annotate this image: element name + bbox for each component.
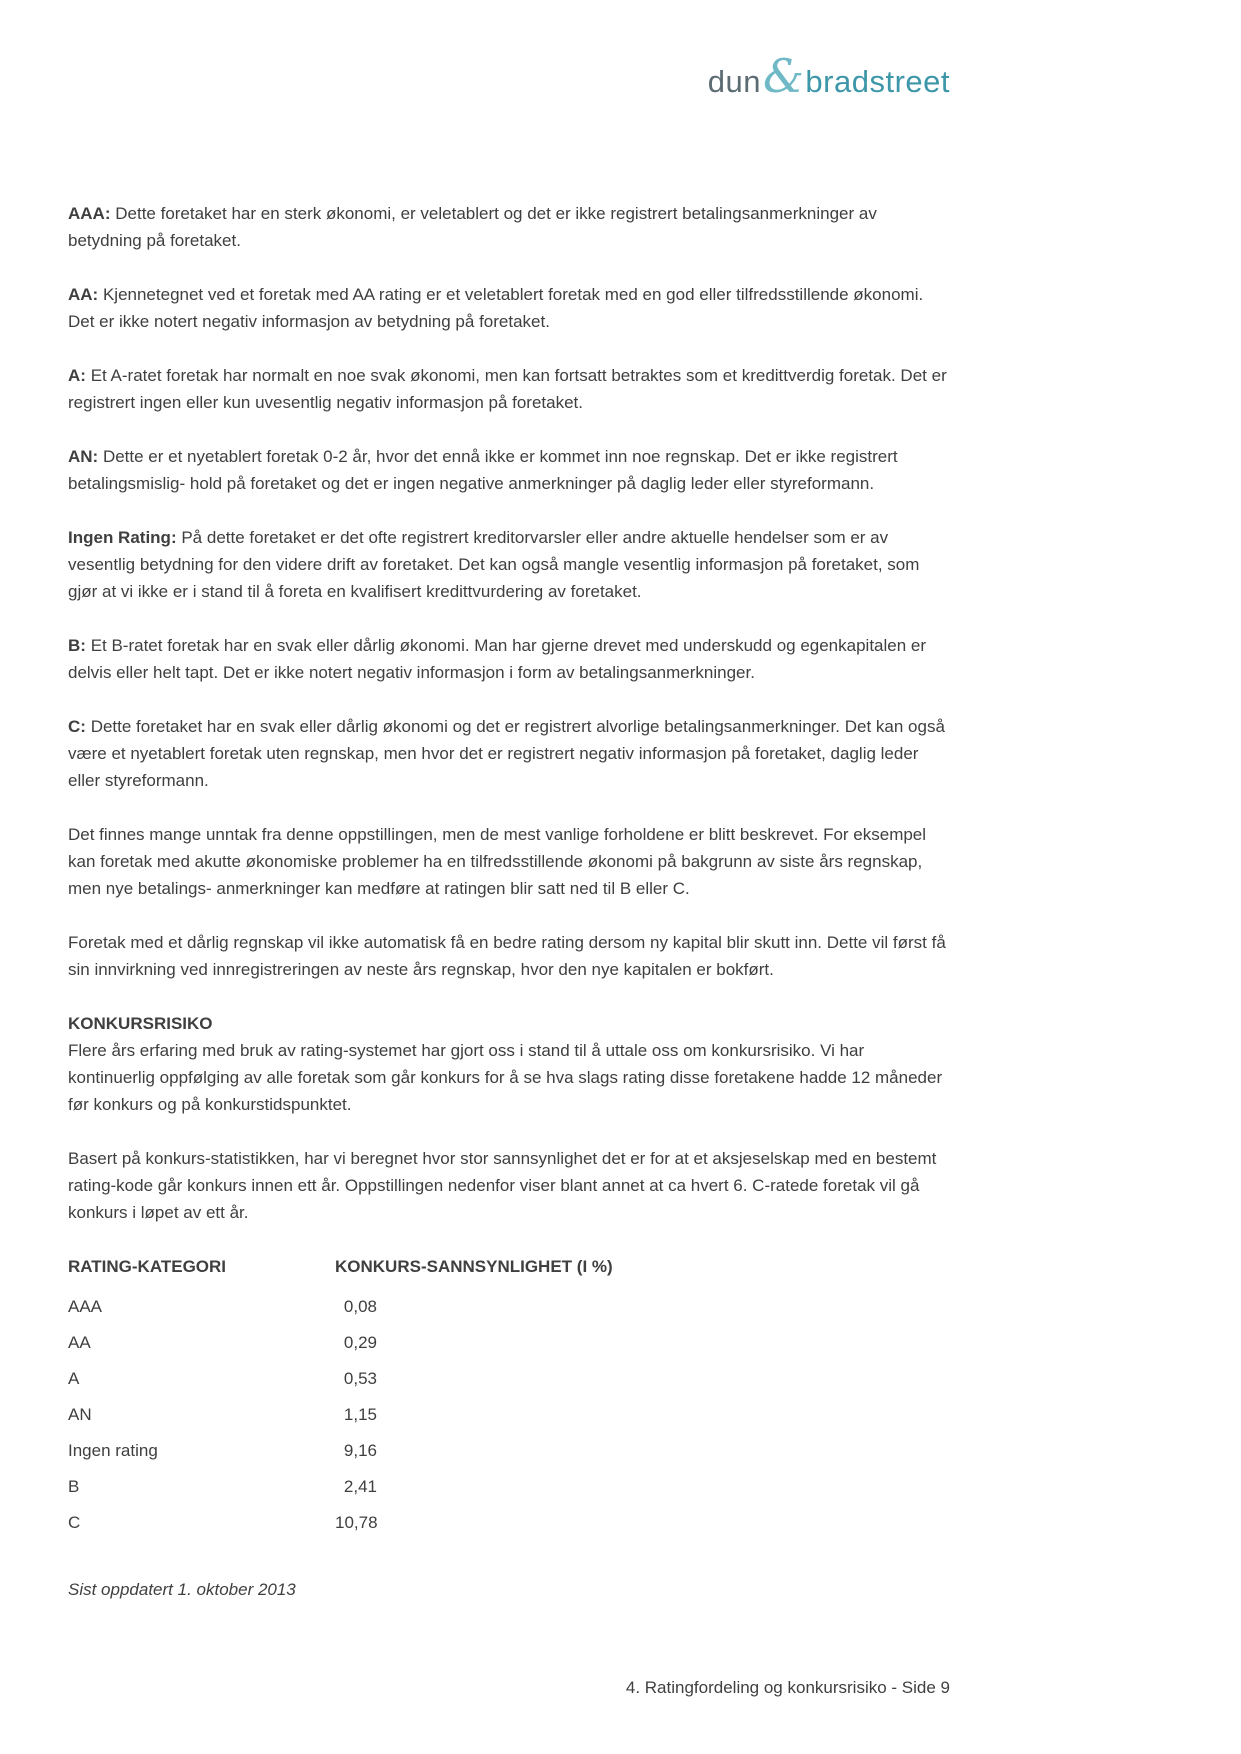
dun-and-bradstreet-logo: dun & bradstreet	[707, 49, 950, 103]
rating-label: B:	[68, 636, 86, 655]
rating-category-cell: AAA	[68, 1296, 103, 1316]
rating-category-cell: AA	[68, 1332, 91, 1352]
table-row	[68, 1468, 613, 1504]
rating-definition-b	[68, 632, 953, 686]
rating-category-cell: A	[68, 1368, 80, 1388]
rating-label: C:	[68, 717, 86, 736]
probability-value: 0,08	[343, 1296, 377, 1316]
probability-cell	[335, 1288, 613, 1324]
table-row	[68, 1504, 613, 1540]
probability-cell	[335, 1504, 613, 1540]
probability-value: 0,53	[343, 1368, 377, 1388]
rating-text: Kjennetegnet ved et foretak med AA rating er et veletablert foretak med en god eller tilfredsstillende økonomi. Det er ikke notert negativ informasjon av betydning på foretaket.	[68, 285, 924, 331]
section-heading-konkursrisiko: KONKURSRISIKO	[68, 1014, 213, 1033]
table-header-row	[68, 1253, 613, 1288]
table-row	[68, 1396, 613, 1432]
rating-text: Dette foretaket har en svak eller dårlig økonomi og det er registrert alvorlige betalingsanmerkninger. Det kan også være et nyetablert foretak uten regnskap, men hvor det er registrert negativ informasjon på foretaket, daglig leder eller styreformann.	[68, 717, 945, 790]
probability-cell	[335, 1468, 613, 1504]
rating-text: Dette er et nyetablert foretak 0-2 år, hvor det ennå ikke er kommet inn noe regnskap. Det er ikke registrert betalingsmislig- hold på foretaket og det er ingen negative anmerkninger på daglig leder eller styreformann.	[68, 447, 898, 493]
rating-text: På dette foretaket er det ofte registrert kreditorvarsler eller andre aktuelle hendelser som er av vesentlig betydning for den videre drift av foretaket. Det kan også mangle vesentlig informasjon på foretaket, som gjør at vi ikke er i stand til å foreta en kvalifisert kredittvurdering av foretaket.	[68, 528, 920, 601]
rating-text: Et A-ratet foretak har normalt en noe svak økonomi, men kan fortsatt betraktes som et kredittverdig foretak. Det er registrert ingen eller kun uvesentlig negativ informasjon på foretaket.	[68, 366, 947, 412]
last-updated-note: Sist oppdatert 1. oktober 2013	[68, 1580, 296, 1599]
rating-definition-aaa	[68, 200, 953, 254]
rating-label: AAA:	[68, 204, 111, 223]
rating-text: Dette foretaket har en sterk økonomi, er veletablert og det er ikke registrert betalingsanmerkninger av betydning på foretaket.	[68, 204, 877, 250]
rating-label: Ingen Rating:	[68, 528, 177, 547]
rating-label: AA:	[68, 285, 99, 304]
rating-category-cell: B	[68, 1476, 80, 1496]
konkursrisiko-paragraph-2: Basert på konkurs-statistikken, har vi beregnet hvor stor sannsynlighet det er for at et aksjeselskap med en bestemt rating-kode går konkurs innen ett år. Oppstillingen nedenfor viser blant annet at ca hvert 6. C-ratede foretak vil gå konkurs i løpet av ett år.	[68, 1149, 937, 1222]
exceptions-paragraph: Det finnes mange unntak fra denne oppstillingen, men de mest vanlige forholdene er blitt beskrevet. For eksempel kan foretak med akutte økonomiske problemer ha en tilfredsstillende økonomi på bakgrunn av siste års regnskap, men nye betalings- anmerkninger kan medføre at ratingen blir satt ned til B eller C.	[68, 825, 927, 898]
probability-value: 9,16	[343, 1440, 377, 1460]
probability-cell	[335, 1324, 613, 1360]
table-row	[68, 1360, 613, 1396]
probability-value: 1,15	[343, 1404, 377, 1424]
probability-value: 10,78	[335, 1512, 378, 1532]
logo-text-dun: dun	[707, 64, 761, 99]
rating-definition-a	[68, 362, 953, 416]
rating-category-cell: Ingen rating	[68, 1440, 158, 1460]
capital-injection-paragraph: Foretak med et dårlig regnskap vil ikke automatisk få en bedre rating dersom ny kapital blir skutt inn. Dette vil først få sin innvirkning ved innregistreringen av neste års regnskap, hvor den nye kapitalen er bokført.	[68, 933, 946, 979]
rating-definition-aa	[68, 281, 953, 335]
table-row	[68, 1324, 613, 1360]
page-footer: 4. Ratingfordeling og konkursrisiko - Side 9	[625, 1678, 950, 1697]
table-row	[68, 1288, 613, 1324]
rating-category-cell: AN	[68, 1404, 92, 1424]
konkursrisiko-paragraph-1: Flere års erfaring med bruk av rating-systemet har gjort oss i stand til å uttale oss om konkursrisiko. Vi har kontinuerlig oppfølging av alle foretak som går konkurs for å se hva slags rating disse foretakene hadde 12 måneder før konkurs og på konkurstidspunktet.	[68, 1041, 943, 1114]
probability-value: 2,41	[343, 1476, 377, 1496]
document-body	[68, 200, 953, 1630]
rating-label: AN:	[68, 447, 99, 466]
probability-cell	[335, 1360, 613, 1396]
rating-definition-an	[68, 443, 953, 497]
table-row	[68, 1432, 613, 1468]
probability-cell	[335, 1432, 613, 1468]
bankruptcy-probability-table	[68, 1253, 613, 1540]
rating-label: A:	[68, 366, 86, 385]
rating-definition-c	[68, 713, 953, 794]
table-header-konkurs-probability: KONKURS-SANNSYNLIGHET (I %)	[335, 1257, 613, 1276]
rating-text: Et B-ratet foretak har en svak eller dårlig økonomi. Man har gjerne drevet med underskudd og egenkapitalen er delvis eller helt tapt. Det er ikke notert negativ informasjon i form av betalingsanmerkninger.	[68, 636, 927, 682]
probability-cell	[335, 1396, 613, 1432]
probability-value: 0,29	[343, 1332, 377, 1352]
logo-text-bradstreet: bradstreet	[805, 64, 950, 99]
table-header-rating-category: RATING-KATEGORI	[68, 1257, 227, 1276]
rating-definition-ingen-rating	[68, 524, 953, 605]
rating-category-cell: C	[68, 1512, 81, 1532]
